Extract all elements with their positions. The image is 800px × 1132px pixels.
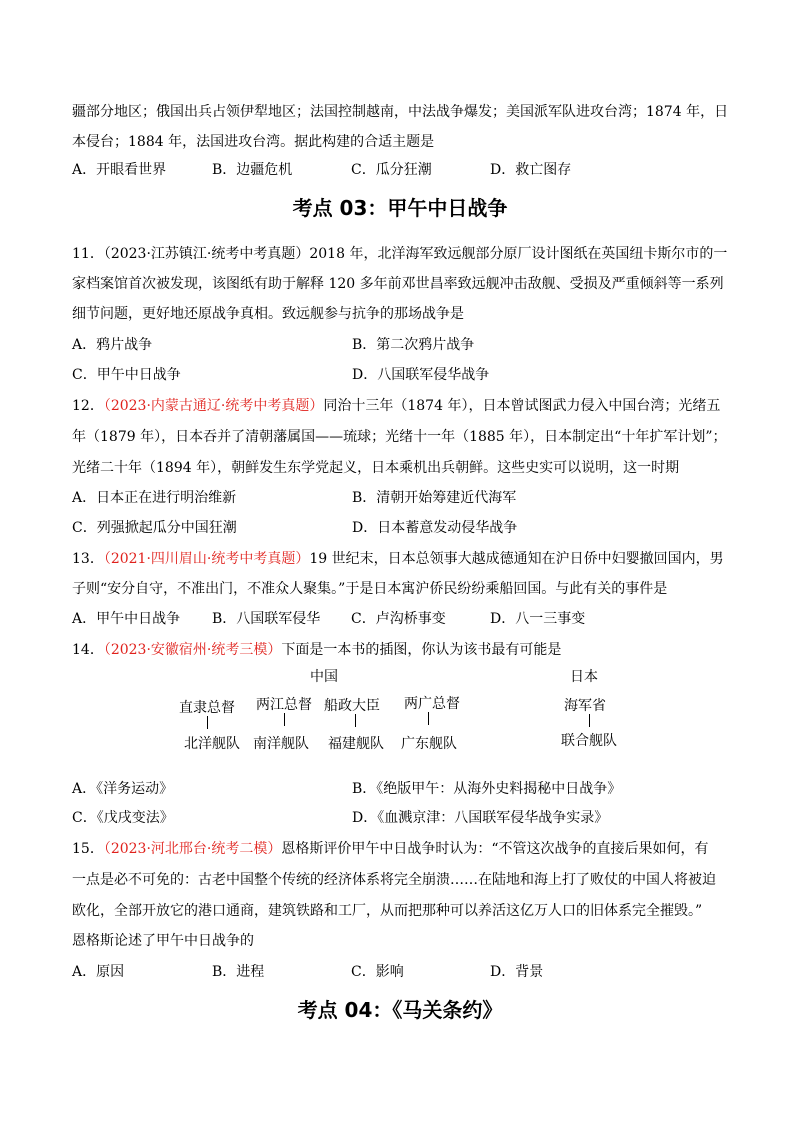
q15-line-1-text: 恩格斯评价甲午中日战争时认为：“不管这次战争的直接后果如何，有 — [281, 841, 709, 857]
q10-option-d: D．救亡图存 — [490, 162, 572, 178]
diagram-connector-1 — [207, 716, 208, 729]
q12-line-3: 光绪二十年（1894 年），朝鲜发生东学党起义，日本乘机出兵朝鲜。这些史实可以说明，这一时期 — [72, 460, 680, 476]
q13-line-1 — [72, 549, 724, 569]
q11-line-3: 细节问题，更好地还原战争真相。致远舰参与抗争的那场战争是 — [72, 306, 464, 322]
q11-option-d: D．八国联军侵华战争 — [352, 367, 490, 383]
q13-number: 13． — [72, 551, 104, 567]
diagram-bottom-fujian: 福建舰队 — [328, 736, 384, 752]
q15-line-2: 一点是必不可免的：古老中国整个传统的经济体系将完全崩溃……在陆地和海上打了败仗的中国人将被迫 — [72, 872, 716, 888]
q11-line-2: 家档案馆首次被发现，该图纸有助于解释 120 多年前邓世昌率致远舰冲击敌舰、受损及严重倾斜等一系列 — [72, 276, 724, 292]
q14-line-1-text: 下面是一本书的插图，你认为该书最有可能是 — [281, 642, 562, 658]
diagram-top-chuanzheng: 船政大臣 — [324, 698, 380, 714]
diagram-bottom-beiyang: 北洋舰队 — [184, 736, 240, 752]
q13-line-1-text: 19 世纪末，日本总领事大越成德通知在沪日侨中妇婴撤回国内，男 — [309, 551, 724, 567]
diagram-bottom-nanyang: 南洋舰队 — [253, 736, 309, 752]
q11-option-b: B．第二次鸦片战争 — [352, 337, 475, 353]
diagram-top-zhili: 直隶总督 — [179, 700, 235, 716]
diagram-top-navy-ministry: 海军省 — [564, 698, 606, 714]
q11-number: 11． — [72, 246, 104, 262]
q15-line-3: 欧化，全部开放它的港口通商，建筑铁路和工厂，从而把那种可以养活这亿万人口的旧体系完全摧毁。” — [72, 903, 703, 919]
q15-source: （2023·河北邢台·统考二模） — [103, 841, 282, 857]
q13-option-b: B．八国联军侵华 — [212, 611, 321, 627]
diagram-connector-2 — [284, 713, 285, 726]
q15-line-1 — [72, 839, 709, 859]
q12-option-d: D．日本蓄意发动侵华战争 — [352, 520, 518, 536]
q12-number: 12． — [72, 398, 104, 414]
q11-option-a: A．鸦片战争 — [72, 337, 153, 353]
q15-option-a: A．原因 — [72, 964, 125, 980]
diagram-connector-5 — [589, 714, 590, 727]
q14-option-b: B．《绝版甲午：从海外史料揭秘中日战争》 — [352, 781, 622, 797]
q12-line-2: 年（1879 年），日本吞并了清朝藩属国——琉球；光绪十一年（1885 年），日本制定出“十年扩军计划”； — [72, 429, 727, 445]
q13-option-c: C．卢沟桥事变 — [351, 611, 446, 627]
q10-option-a: A．开眼看世界 — [72, 162, 167, 178]
q12-source: （2023·内蒙古通辽·统考中考真题） — [103, 398, 324, 414]
q13-line-2: 子则“安分自守，不准出门，不准众人聚集。”于是日本寓沪侨民纷纷乘船回国。与此有关的事件是 — [72, 581, 668, 597]
q14-option-c: C．《戊戌变法》 — [72, 810, 174, 826]
diagram-label-japan: 日本 — [570, 669, 598, 685]
diagram-bottom-combined-fleet: 联合舰队 — [561, 733, 617, 749]
q10-line-2: 本侵台；1884 年，法国进攻台湾。据此构建的合适主题是 — [72, 134, 435, 150]
q13-source: （2021·四川眉山·统考中考真题） — [103, 551, 310, 567]
q13-option-d: D．八一三事变 — [490, 611, 586, 627]
q14-option-a: A．《洋务运动》 — [72, 781, 174, 797]
q11-option-c: C．甲午中日战争 — [72, 367, 181, 383]
section-heading-04: 考点 04：《马关条约》 — [297, 998, 503, 1022]
q12-line-1-text: 同治十三年（1874 年），日本曾试图武力侵入中国台湾；光绪五 — [323, 398, 721, 414]
q15-option-d: D．背景 — [490, 964, 544, 980]
q15-line-4: 恩格斯论述了甲午中日战争的 — [72, 933, 254, 949]
diagram-top-liangjiang: 两江总督 — [256, 697, 312, 713]
q10-option-c: C．瓜分狂潮 — [351, 162, 432, 178]
q12-option-c: C．列强掀起瓜分中国狂潮 — [72, 520, 237, 536]
q15-option-b: B．进程 — [212, 964, 265, 980]
q10-option-b: B．边疆危机 — [212, 162, 293, 178]
q15-option-c: C．影响 — [351, 964, 404, 980]
q12-line-1 — [72, 396, 720, 416]
q11-line-1 — [72, 244, 727, 264]
diagram-connector-3 — [355, 714, 356, 727]
q13-option-a: A．甲午中日战争 — [72, 611, 181, 627]
diagram-label-china: 中国 — [310, 669, 338, 685]
q14-option-d: D．《血溅京津：八国联军侵华战争实录》 — [352, 810, 609, 826]
q14-line-1 — [72, 640, 561, 660]
q12-option-b: B．清朝开始筹建近代海军 — [352, 490, 517, 506]
diagram-top-lianguang: 两广总督 — [404, 696, 460, 712]
q14-source: （2023·安徽宿州·统考三模） — [103, 642, 282, 658]
q14-number: 14． — [72, 642, 104, 658]
q11-line-1-text: 2018 年，北洋海军致远舰部分原厂设计图纸在英国纽卡斯尔市的一 — [309, 246, 728, 262]
q11-source: （2023·江苏镇江·统考中考真题） — [103, 246, 310, 262]
diagram-bottom-guangdong: 广东舰队 — [401, 736, 457, 752]
q12-option-a: A．日本正在进行明治维新 — [72, 490, 237, 506]
q15-number: 15． — [72, 841, 104, 857]
q10-line-1: 疆部分地区；俄国出兵占领伊犁地区；法国控制越南，中法战争爆发；美国派军队进攻台湾；1874 年，日 — [72, 104, 729, 120]
section-heading-03: 考点 03：甲午中日战争 — [292, 196, 508, 220]
diagram-connector-4 — [428, 712, 429, 725]
